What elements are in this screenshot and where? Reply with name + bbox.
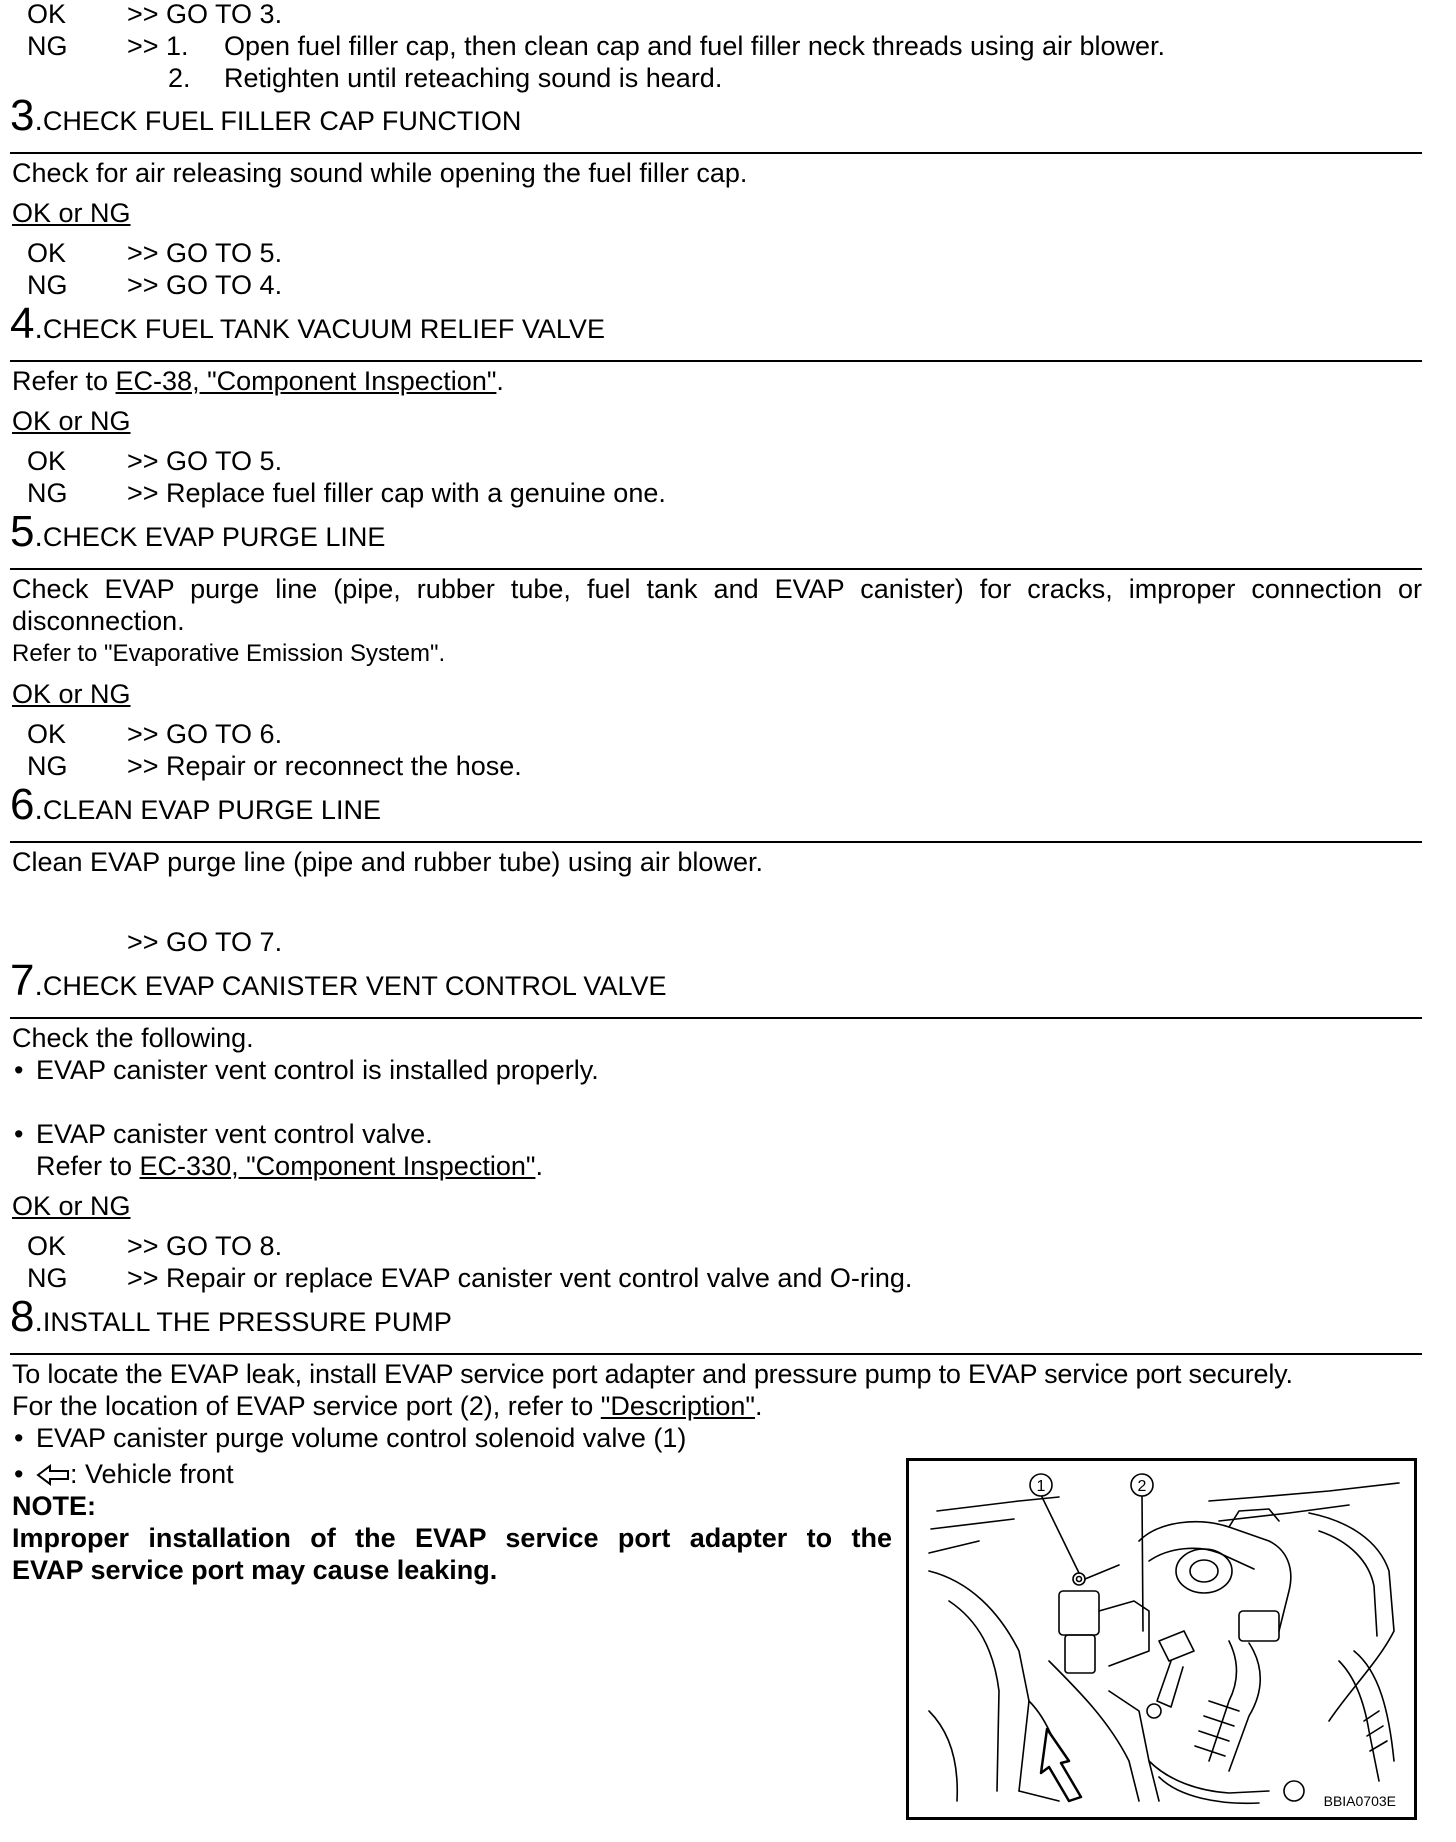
ok-result: >> GO TO 6. <box>127 719 283 749</box>
ok-label: OK <box>27 446 67 476</box>
step-4-body <box>12 365 504 397</box>
step-8-heading: 8.INSTALL THE PRESSURE PUMP <box>10 1292 452 1341</box>
section-divider <box>10 1017 1422 1019</box>
step-3-body: Check for air releasing sound while opening the fuel filler cap. <box>12 158 748 188</box>
step-4-heading: 4.CHECK FUEL TANK VACUUM RELIEF VALVE <box>10 299 605 348</box>
step-6-body: Clean EVAP purge line (pipe and rubber tube) using air blower. <box>12 847 763 877</box>
ok-label: OK <box>27 1231 67 1261</box>
step-8-body-line-2 <box>12 1390 763 1422</box>
description-link[interactable]: "Description" <box>600 1391 755 1421</box>
callout-2: 2 <box>1137 1478 1147 1495</box>
ng-result: >> Repair or reconnect the hose. <box>127 751 522 781</box>
step-5-heading: 5.CHECK EVAP PURGE LINE <box>10 507 386 556</box>
body-text: . <box>496 366 504 396</box>
ng-label: NG <box>27 1263 68 1293</box>
step-3-heading: 3.CHECK FUEL FILLER CAP FUNCTION <box>10 91 522 140</box>
callout-1: 1 <box>1036 1478 1046 1495</box>
step-7-heading: 7.CHECK EVAP CANISTER VENT CONTROL VALVE <box>10 956 667 1005</box>
go-to-result: >> GO TO 7. <box>127 927 283 957</box>
body-text: For the location of EVAP service port (2), refer to <box>12 1391 601 1421</box>
body-text: . <box>755 1391 763 1421</box>
step-5-body-line-1: Check EVAP purge line (pipe, rubber tube, fuel tank and EVAP canister) for cracks, improper connection or <box>12 574 1422 604</box>
bullet-item: EVAP canister vent control valve. <box>36 1119 433 1149</box>
ng-step-2-number: 2. <box>168 63 191 93</box>
ok-label: OK <box>27 0 67 29</box>
bullet-icon: • <box>14 1423 24 1453</box>
ng-label: NG <box>27 478 68 508</box>
ng-label: NG <box>27 270 68 300</box>
step-number: 8 <box>10 1292 35 1341</box>
note-line-1: Improper installation of the EVAP service port adapter to the <box>12 1523 892 1553</box>
ng-step-1: Open fuel filler cap, then clean cap and fuel filler neck threads using air blower. <box>224 31 1166 61</box>
vehicle-front-label: : Vehicle front <box>70 1459 234 1489</box>
ng-step-2: Retighten until reteaching sound is heard. <box>224 63 723 93</box>
ng-result: >> Replace fuel filler cap with a genuine one. <box>127 478 666 508</box>
ng-label: NG <box>27 31 68 61</box>
ok-label: OK <box>27 719 67 749</box>
step-number: 5 <box>10 507 35 556</box>
step-number: 3 <box>10 91 35 140</box>
ok-result: >> GO TO 3. <box>127 0 283 29</box>
section-divider <box>10 152 1422 154</box>
bullet-icon: • <box>14 1055 24 1085</box>
bullet-item: EVAP canister purge volume control solenoid valve (1) <box>36 1423 687 1453</box>
bullet-icon: • <box>14 1459 24 1489</box>
step-8-body-line-1: To locate the EVAP leak, install EVAP service port adapter and pressure pump to EVAP service port securely. <box>12 1359 1293 1389</box>
section-divider <box>10 568 1422 570</box>
bullet-item <box>36 1458 234 1490</box>
figure-id: BBIA0703E <box>1323 1793 1396 1809</box>
engine-bay-drawing <box>909 1461 1414 1817</box>
ok-label: OK <box>27 238 67 268</box>
vehicle-front-arrow-icon <box>1041 1729 1081 1801</box>
step-6-heading: 6.CLEAN EVAP PURGE LINE <box>10 780 381 829</box>
ok-result: >> GO TO 5. <box>127 446 283 476</box>
ok-or-ng-label: OK or NG <box>12 679 131 709</box>
body-text: Refer to <box>12 366 116 396</box>
component-inspection-link[interactable]: EC-330, "Component Inspection" <box>139 1151 536 1181</box>
component-inspection-link[interactable]: EC-38, "Component Inspection" <box>115 366 497 396</box>
section-divider <box>10 841 1422 843</box>
step-number: 4 <box>10 299 35 348</box>
section-divider <box>10 1353 1422 1355</box>
step-title: CHECK FUEL FILLER CAP FUNCTION <box>42 106 522 136</box>
engine-bay-illustration <box>906 1458 1417 1820</box>
ok-result: >> GO TO 8. <box>127 1231 283 1261</box>
body-text: . <box>535 1151 543 1181</box>
step-title: INSTALL THE PRESSURE PUMP <box>42 1307 452 1337</box>
step-title: CLEAN EVAP PURGE LINE <box>42 795 381 825</box>
step-number: 7 <box>10 956 35 1005</box>
step-number: 6 <box>10 780 35 829</box>
step-7-body: Check the following. <box>12 1023 254 1053</box>
note-label: NOTE: <box>12 1491 96 1521</box>
bullet-reference <box>36 1150 543 1182</box>
hollow-left-arrow-icon <box>36 1464 70 1486</box>
bullet-item: EVAP canister vent control is installed properly. <box>36 1055 599 1085</box>
step-title: CHECK FUEL TANK VACUUM RELIEF VALVE <box>42 314 605 344</box>
ng-result: >> 1. <box>127 31 189 61</box>
ok-or-ng-label: OK or NG <box>12 1191 131 1221</box>
ok-or-ng-label: OK or NG <box>12 406 131 436</box>
ng-result: >> GO TO 4. <box>127 270 283 300</box>
body-text: Refer to <box>36 1151 140 1181</box>
ok-result: >> GO TO 5. <box>127 238 283 268</box>
step-title: CHECK EVAP PURGE LINE <box>42 522 386 552</box>
bullet-icon: • <box>14 1119 24 1149</box>
ng-label: NG <box>27 751 68 781</box>
step-5-body-line-3: Refer to "Evaporative Emission System". <box>12 640 446 667</box>
step-title: CHECK EVAP CANISTER VENT CONTROL VALVE <box>42 971 667 1001</box>
section-divider <box>10 360 1422 362</box>
ok-or-ng-label: OK or NG <box>12 198 131 228</box>
ng-result: >> Repair or replace EVAP canister vent control valve and O-ring. <box>127 1263 913 1293</box>
note-line-2: EVAP service port may cause leaking. <box>12 1555 498 1585</box>
step-5-body-line-2: disconnection. <box>12 606 185 636</box>
